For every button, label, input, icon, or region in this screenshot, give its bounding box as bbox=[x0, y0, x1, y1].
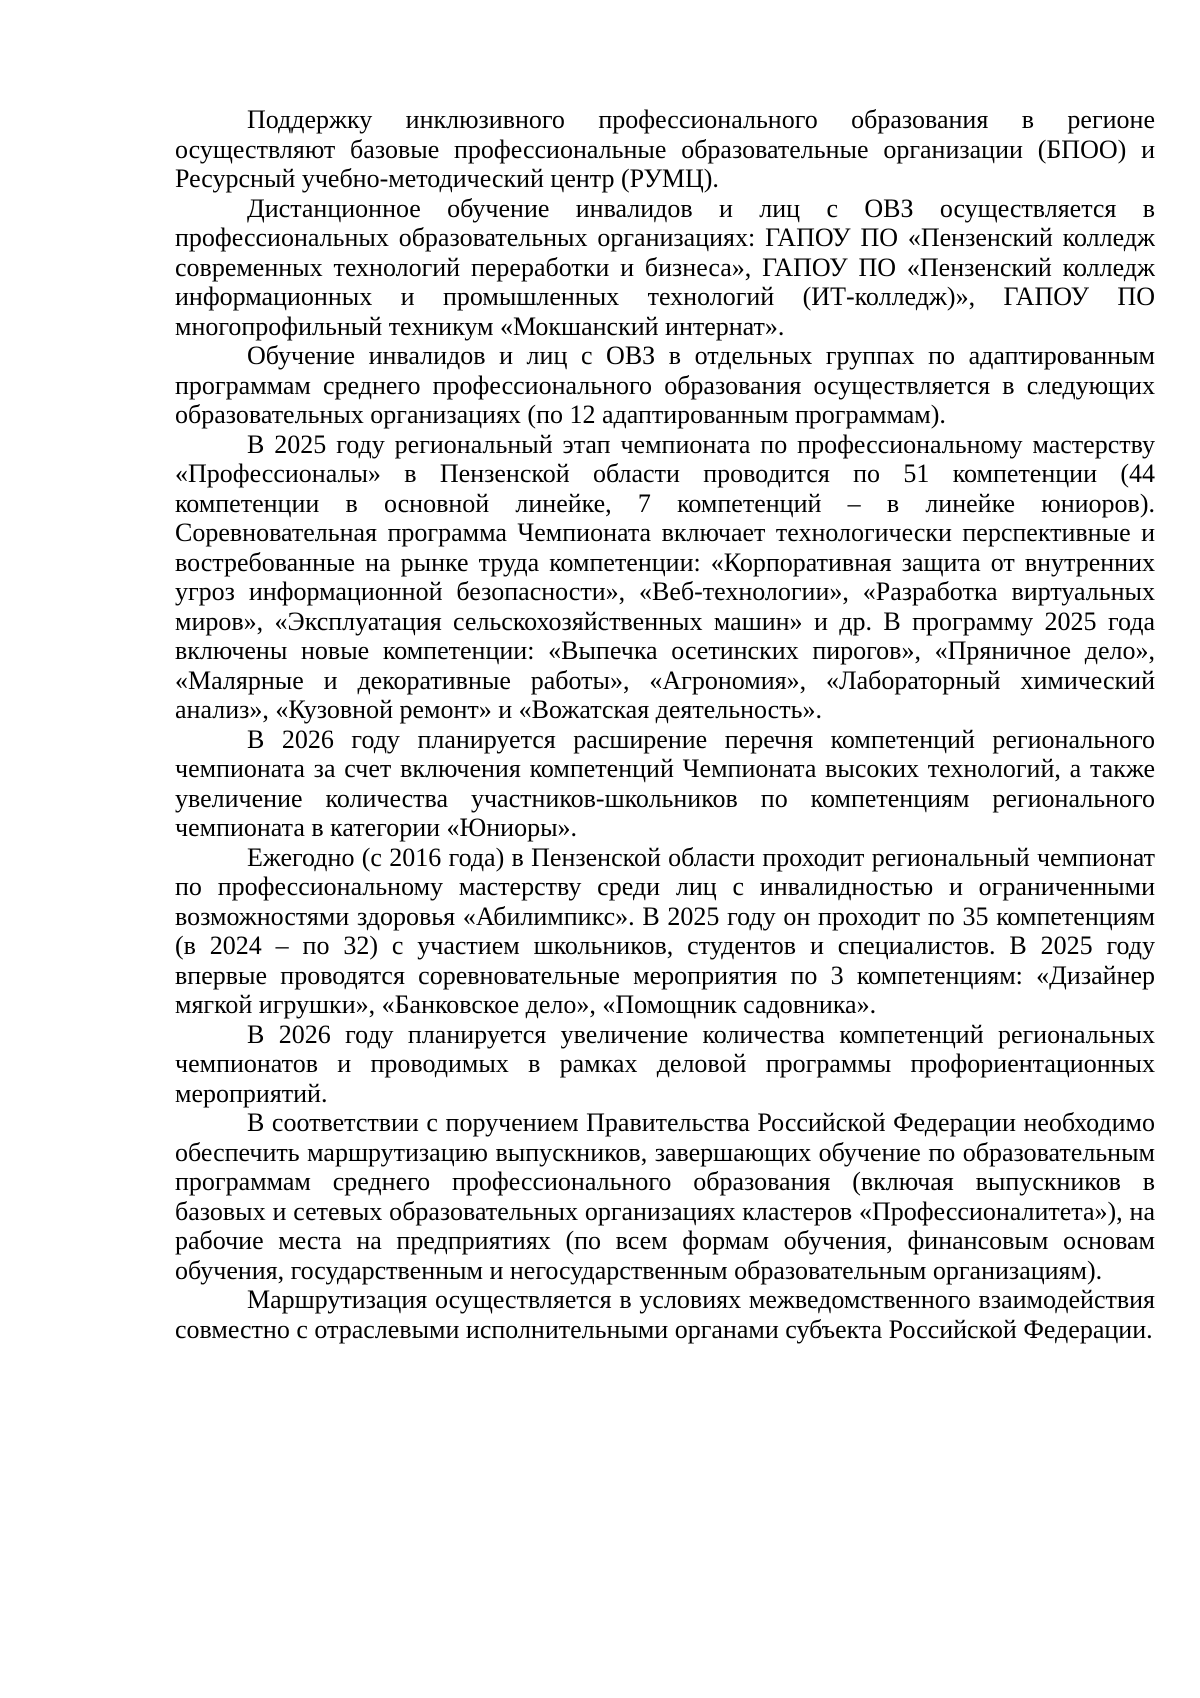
paragraph-championship-plans-2026: В 2026 году планируется расширение перечня компетенций регионального чемпионата за счет включения компетенций Чемпионата высоких технологий, а также увеличение количества участников-школьников по компетенциям регионального чемпионата в категории «Юниоры». bbox=[175, 724, 1155, 842]
paragraph-abilympics-championship: Ежегодно (с 2016 года) в Пензенской области проходит региональный чемпионат по профессиональному мастерству среди лиц с инвалидностью и ограниченными возможностями здоровья «Абилимпикс». В 2025 году он проходит по 35 компетенциям (в 2024 – по 32) с участием школьников, студентов и специалистов. В 2025 году впервые проводятся соревновательные мероприятия по 3 компетенциям: «Дизайнер мягкой игрушки», «Банковское дело», «Помощник садовника». bbox=[175, 842, 1155, 1019]
document-body bbox=[175, 105, 1155, 1344]
paragraph-distance-learning: Дистанционное обучение инвалидов и лиц с ОВЗ осуществляется в профессиональных образовательных организациях: ГАПОУ ПО «Пензенский колледж современных технологий переработки и бизнеса», ГАПОУ ПО «Пензенский колледж информационных и промышленных технологий (ИТ-колледж)», ГАПОУ ПО многопрофильный техникум «Мокшанский интернат». bbox=[175, 193, 1155, 341]
paragraph-separate-groups-training: Обучение инвалидов и лиц с ОВЗ в отдельных группах по адаптированным программам среднего профессионального образования осуществляется в следующих образовательных организациях (по 12 адаптированным программам). bbox=[175, 341, 1155, 429]
paragraph-graduate-routing-instruction: В соответствии с поручением Правительства Российской Федерации необходимо обеспечить маршрутизацию выпускников, завершающих обучение по образовательным программам среднего профессионального образования (включая выпускников в базовых и сетевых образовательных организациях кластеров «Профессионалитета»), на рабочие места на предприятиях (по всем формам обучения, финансовым основам обучения, государственным и негосударственным образовательным организациям). bbox=[175, 1108, 1155, 1285]
paragraph-routing-interaction: Маршрутизация осуществляется в условиях межведомственного взаимодействия совместно с отраслевыми исполнительными органами субъекта Российской Федерации. bbox=[175, 1285, 1155, 1344]
paragraph-inclusive-education-support: Поддержку инклюзивного профессионального образования в регионе осуществляют базовые профессиональные образовательные организации (БПОО) и Ресурсный учебно-методический центр (РУМЦ). bbox=[175, 105, 1155, 193]
paragraph-professionals-championship-2025: В 2025 году региональный этап чемпионата по профессиональному мастерству «Профессионалы» в Пензенской области проводится по 51 компетенции (44 компетенции в основной линейке, 7 компетенций – в линейке юниоров). Соревновательная программа Чемпионата включает технологически перспективные и востребованные на рынке труда компетенции: «Корпоративная защита от внутренних угроз информационной безопасности», «Веб-технологии», «Разработка виртуальных миров», «Эксплуатация сельскохозяйственных машин» и др. В программу 2025 года включены новые компетенции: «Выпечка осетинских пирогов», «Пряничное дело», «Малярные и декоративные работы», «Агрономия», «Лабораторный химический анализ», «Кузовной ремонт» и «Вожатская деятельность». bbox=[175, 429, 1155, 724]
paragraph-competencies-plans-2026: В 2026 году планируется увеличение количества компетенций региональных чемпионатов и проводимых в рамках деловой программы профориентационных мероприятий. bbox=[175, 1019, 1155, 1108]
